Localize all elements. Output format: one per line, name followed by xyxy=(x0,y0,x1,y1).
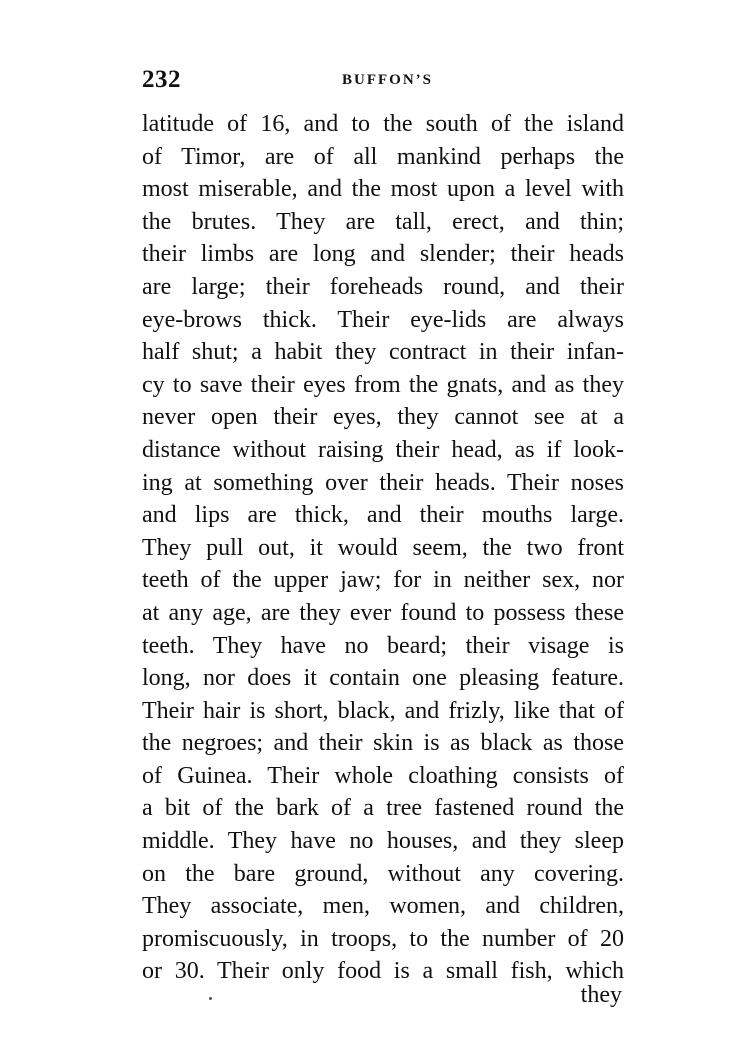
page-header xyxy=(142,66,627,98)
text-line: They associate, men, women, and children, xyxy=(142,893,624,920)
page-number: 232 xyxy=(142,66,181,93)
text-line: promiscuously, in troops, to the number of 20 xyxy=(142,925,624,952)
text-line: eye-brows thick. Their eye-lids are always xyxy=(142,306,624,333)
text-line: cy to save their eyes from the gnats, and as they xyxy=(142,371,624,398)
text-line: of Timor, are of all mankind perhaps the xyxy=(142,143,624,170)
text-line: or 30. Their only food is a small fish, which xyxy=(142,958,624,985)
text-line: the negroes; and their skin is as black as those xyxy=(142,730,624,757)
text-line: the brutes. They are tall, erect, and thin; xyxy=(142,208,624,235)
ink-speck xyxy=(209,997,212,1000)
text-line: on the bare ground, without any covering. xyxy=(142,860,624,887)
catchword: they xyxy=(580,982,622,1008)
text-line: distance without raising their head, as if look- xyxy=(142,436,624,463)
text-line: long, nor does it contain one pleasing feature. xyxy=(142,665,624,692)
text-line: middle. They have no houses, and they sleep xyxy=(142,828,624,855)
text-line: most miserable, and the most upon a level with xyxy=(142,176,624,203)
text-line: a bit of the bark of a tree fastened round the xyxy=(142,795,624,822)
text-line: never open their eyes, they cannot see at a xyxy=(142,404,624,431)
body-text xyxy=(142,108,624,988)
text-line: of Guinea. Their whole cloathing consists of xyxy=(142,762,624,789)
text-line: teeth. They have no beard; their visage is xyxy=(142,632,624,659)
text-line: at any age, are they ever found to possess these xyxy=(142,599,624,626)
text-line: They pull out, it would seem, the two front xyxy=(142,534,624,561)
text-line: teeth of the upper jaw; for in neither sex, nor xyxy=(142,567,624,594)
text-line: and lips are thick, and their mouths large. xyxy=(142,502,624,529)
text-line: half shut; a habit they contract in their infan- xyxy=(142,339,624,366)
text-line: are large; their foreheads round, and their xyxy=(142,273,624,300)
text-line: their limbs are long and slender; their heads xyxy=(142,241,624,268)
text-line: latitude of 16, and to the south of the island xyxy=(142,111,624,137)
text-line: Their hair is short, black, and frizly, like that of xyxy=(142,697,624,724)
running-head: BUFFON’S xyxy=(342,72,433,88)
text-line: ing at something over their heads. Their noses xyxy=(142,469,624,496)
